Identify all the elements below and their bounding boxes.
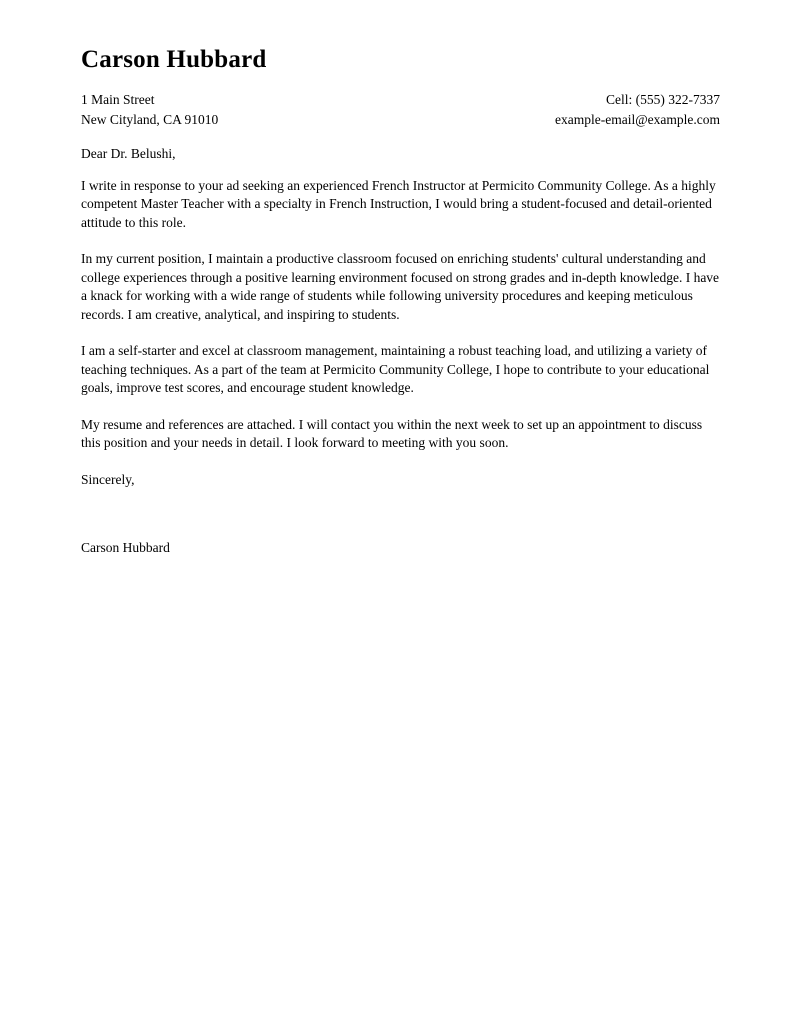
phone-email-block — [555, 90, 720, 130]
address-line-2: New Cityland, CA 91010 — [81, 112, 219, 127]
body-paragraph-1: I write in response to your ad seeking an experienced French Instructor at Permicito Community College. As a highly competent Master Teacher with a specialty in French Instruction, I would bring a student-focused and detail-oriented attitude to this role. — [81, 177, 716, 230]
email-line: example-email@example.com — [555, 112, 720, 127]
salutation: Dear Dr. Belushi, — [81, 146, 176, 161]
contact-block — [81, 90, 720, 130]
closing: Sincerely, — [81, 471, 135, 487]
address-line-1: 1 Main Street — [81, 92, 155, 107]
address-block — [81, 90, 218, 130]
phone-line: Cell: (555) 322-7337 — [606, 92, 720, 107]
body-paragraph-3: I am a self-starter and excel at classroom management, maintaining a robust teaching load, and utilizing a variety of teaching techniques. As a part of the team at Permicito Community College, I hope to contribute to your educational goals, improve test scores, and encourage student knowledge. — [81, 343, 710, 395]
signature-name: Carson Hubbard — [81, 540, 170, 555]
letter-author-name: Carson Hubbard — [81, 46, 267, 73]
body-paragraph-4: My resume and references are attached. I will contact you within the next week to set up an appointment to discuss this position and your needs in detail. I look forward to meeting with you soon. — [81, 416, 703, 450]
body-paragraph-2: In my current position, I maintain a productive classroom focused on enriching students' cultural understanding and college experiences through a positive learning environment focused on strong grades and in-depth knowledge. I have a knack for working with a wide range of students while following university procedures and keeping meticulous records. I am creative, analytical, and inspiring to students. — [81, 251, 720, 322]
